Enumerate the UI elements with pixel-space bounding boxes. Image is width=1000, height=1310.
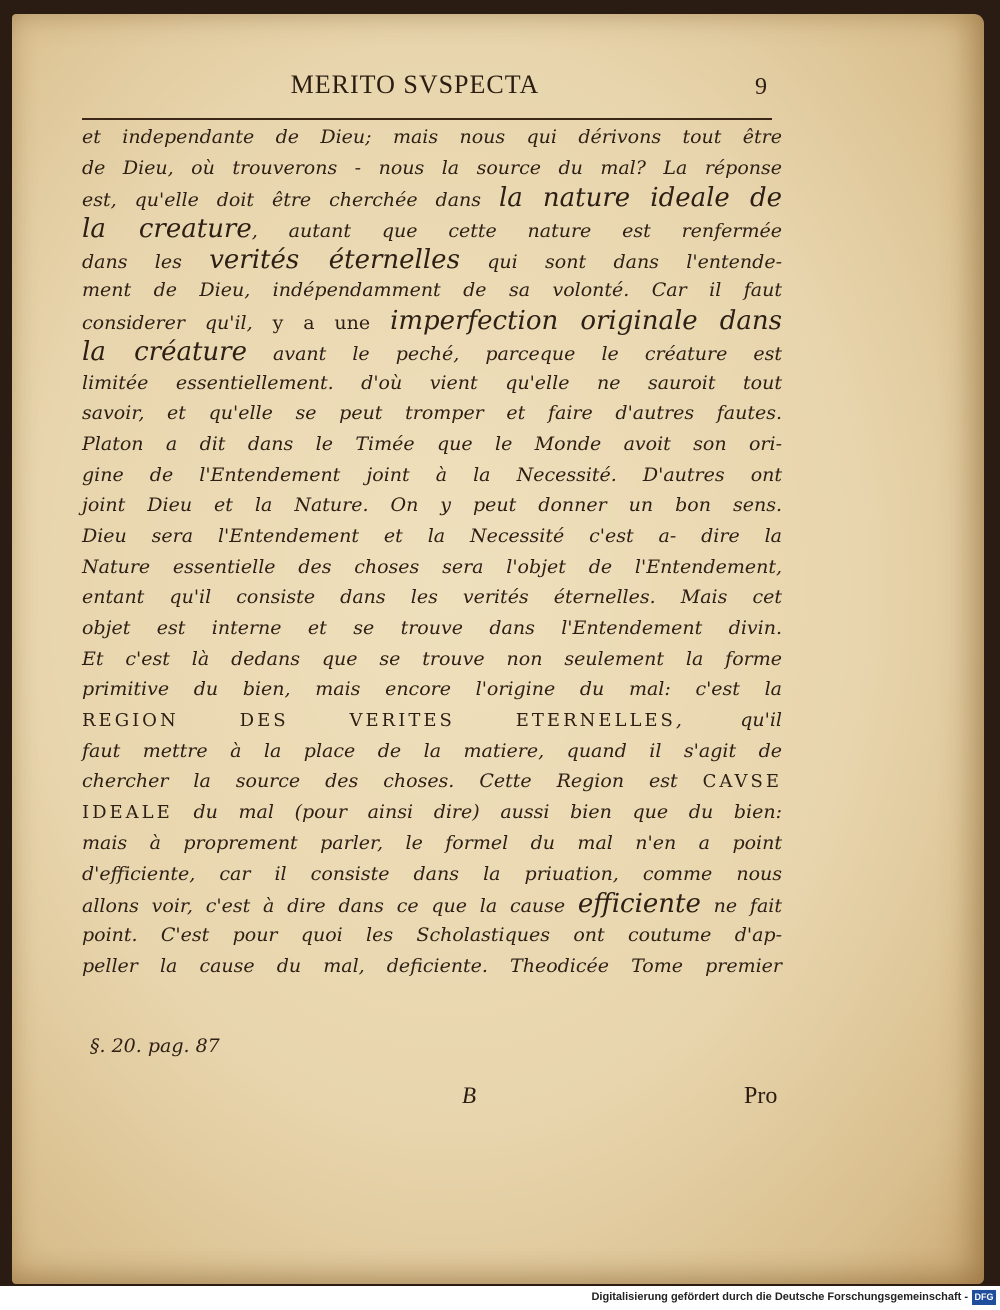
dfg-logo: DFG bbox=[972, 1290, 996, 1305]
small-caps-text: REGION DES VERITES ETERNELLES bbox=[82, 710, 676, 732]
small-caps-text: IDEALE bbox=[82, 802, 173, 824]
text-segment: , autant que cette nature est renfermée bbox=[251, 220, 783, 243]
signature-mark: B bbox=[462, 1083, 477, 1108]
text-line: Platon a dit dans le Timée que le Monde avoit son ori- bbox=[82, 432, 782, 455]
text-line: ment de Dieu, indépendamment de sa volonté. Car il faut bbox=[82, 279, 782, 302]
text-segment: , qu'il bbox=[675, 709, 782, 732]
text-line bbox=[82, 245, 782, 276]
text-line bbox=[82, 214, 782, 245]
emphasized-text: verités éternelles bbox=[209, 244, 460, 275]
text-line bbox=[82, 766, 782, 797]
text-line bbox=[82, 306, 782, 337]
text-line: Dieu sera l'Entendement et la Necessité c'est a- dire la bbox=[82, 524, 782, 547]
text-line: de Dieu, où trouverons - nous la source du mal? La réponse bbox=[82, 156, 782, 179]
text-line bbox=[82, 797, 782, 828]
text-line bbox=[82, 889, 782, 920]
digitization-credit: Digitalisierung gefördert durch die Deutsche Forschungsgemeinschaft - bbox=[591, 1291, 968, 1303]
text-segment: considerer qu'il, bbox=[82, 312, 273, 335]
text-line: point. C'est pour quoi les Scholastiques ont coutume d'ap- bbox=[82, 923, 782, 946]
roman-text: y a une bbox=[272, 312, 371, 335]
header-rule bbox=[82, 118, 772, 120]
text-line: limitée essentiellement. d'où vient qu'elle ne sauroit tout bbox=[82, 371, 782, 394]
page-number: 9 bbox=[755, 74, 767, 100]
text-line: joint Dieu et la Nature. On y peut donner un bon sens. bbox=[82, 494, 782, 517]
text-line: gine de l'Entendement joint à la Necessité. D'autres ont bbox=[82, 463, 782, 486]
emphasized-text: imperfection originale dans bbox=[390, 306, 783, 337]
text-line: peller la cause du mal, deficiente. Theodicée Tome premier bbox=[82, 954, 782, 977]
emphasized-text: efficiente bbox=[577, 889, 701, 920]
emphasized-text: la nature ideale de bbox=[498, 183, 782, 214]
text-segment bbox=[370, 312, 390, 334]
text-segment: qui sont dans l'entende- bbox=[459, 250, 782, 273]
text-segment: allons voir, c'est à dire dans ce que la cause bbox=[82, 895, 578, 918]
text-segment: du mal (pour ainsi dire) aussi bien que du bien: bbox=[172, 801, 782, 824]
text-line: d'efficiente, car il consiste dans la priuation, comme nous bbox=[82, 862, 782, 885]
page-header bbox=[0, 70, 1000, 110]
page-reference: §. 20. pag. 87 bbox=[90, 1035, 220, 1057]
text-segment: ne fait bbox=[700, 895, 782, 918]
footer-bar bbox=[0, 1286, 1000, 1310]
text-segment: avant le peché, parceque le créature est bbox=[246, 342, 782, 365]
text-line: objet est interne et se trouve dans l'Entendement divin. bbox=[82, 617, 782, 639]
text-line: Nature essentielle des choses sera l'objet de l'Entendement, bbox=[82, 555, 782, 578]
text-line: Et c'est là dedans que se trouve non seulement la forme bbox=[82, 647, 782, 670]
running-title: MERITO SVSPECTA bbox=[290, 70, 540, 99]
catchword: Pro bbox=[744, 1083, 778, 1109]
body-text bbox=[82, 122, 782, 981]
text-line bbox=[82, 337, 782, 368]
text-line: entant qu'il consiste dans les verités éternelles. Mais cet bbox=[82, 586, 782, 609]
text-segment: chercher la source des choses. Cette Region est bbox=[82, 770, 703, 793]
text-line bbox=[82, 183, 782, 214]
text-line bbox=[82, 705, 782, 736]
emphasized-text: la creature bbox=[82, 214, 252, 245]
text-line: savoir, et qu'elle se peut tromper et faire d'autres fautes. bbox=[82, 402, 782, 425]
emphasized-text: la créature bbox=[82, 336, 247, 367]
text-line: et independante de Dieu; mais nous qui dérivons tout être bbox=[82, 126, 782, 148]
text-segment: dans les bbox=[82, 250, 210, 273]
small-caps-text: CAVSE bbox=[702, 771, 782, 793]
text-line: mais à proprement parler, le formel du mal n'en a point bbox=[82, 831, 782, 854]
text-line: faut mettre à la place de la matiere, quand il s'agit de bbox=[82, 739, 782, 762]
text-segment: est, qu'elle doit être cherchée dans bbox=[82, 189, 499, 212]
text-line: primitive du bien, mais encore l'origine du mal: c'est la bbox=[82, 678, 782, 701]
